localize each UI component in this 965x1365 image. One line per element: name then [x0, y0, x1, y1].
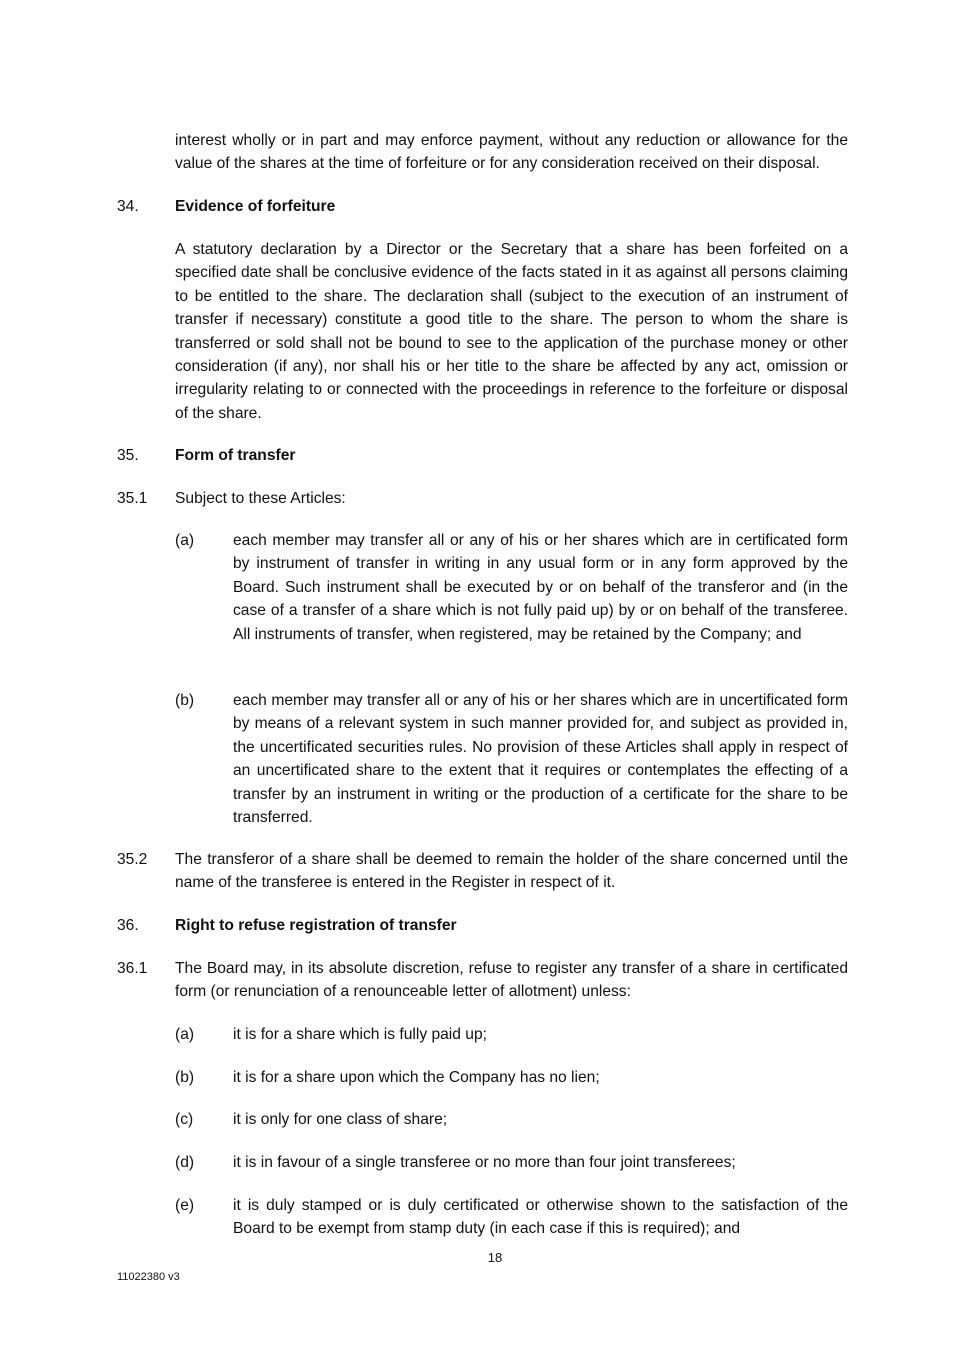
clause-text: Subject to these Articles: — [175, 490, 346, 507]
clause-text: The Board may, in its absolute discretion, refuse to register any transfer of a share in certificated form (or renunciation of a renounceable letter of allotment) unless: — [175, 960, 848, 1001]
item-text: each member may transfer all or any of his or her shares which are in uncertificated form by means of a relevant system in such manner provided for, and subject as provided in, the uncertificated securities rules. No provision of these Articles shall apply in respect of an uncertificated share to the extent that it requires or contemplates the effecting of a transfer by an instrument in writing or the production of a certificate for the share to be transferred. — [233, 692, 848, 827]
item-label: (a) — [175, 1026, 195, 1043]
item-label: (b) — [175, 1069, 195, 1086]
continuation-paragraph: interest wholly or in part and may enforce payment, without any reduction or allowance for the value of the shares at the time of forfeiture or for any consideration received on their disposal. — [175, 132, 848, 173]
section-number: 34. — [117, 198, 139, 215]
clause-number: 35.1 — [117, 490, 148, 507]
item-text: it is for a share upon which the Company has no lien; — [233, 1069, 600, 1086]
item-label: (b) — [175, 692, 195, 709]
item-text: it is only for one class of share; — [233, 1111, 448, 1128]
section-title: Evidence of forfeiture — [175, 198, 336, 215]
section-number: 35. — [117, 447, 139, 464]
section-number: 36. — [117, 917, 139, 934]
item-text: it is in favour of a single transferee or no more than four joint transferees; — [233, 1154, 736, 1171]
item-text: it is for a share which is fully paid up; — [233, 1026, 487, 1043]
section-title: Right to refuse registration of transfer — [175, 917, 457, 934]
section-title: Form of transfer — [175, 447, 296, 464]
clause-text: The transferor of a share shall be deemed to remain the holder of the share concerned until the name of the transferee is entered in the Register in respect of it. — [175, 851, 848, 892]
clause-number: 36.1 — [117, 960, 148, 977]
clause-number: 35.2 — [117, 851, 148, 868]
item-label: (c) — [175, 1111, 194, 1128]
document-reference: 11022380 v3 — [117, 1271, 180, 1283]
section-34-body: A statutory declaration by a Director or the Secretary that a share has been forfeited on a specified date shall be conclusive evidence of the facts stated in it as against all persons claiming to be entitled to the share. The declaration shall (subject to the execution of an instrument of transfer if necessary) constitute a good title to the share. The person to whom the share is transferred or sold shall not be bound to see to the application of the purchase money or other consideration (if any), nor shall his or her title to the share be affected by any act, omission or irregularity relating to or connected with the proceedings in reference to the forfeiture or disposal of the share. — [175, 241, 848, 422]
item-label: (d) — [175, 1154, 195, 1171]
item-label: (e) — [175, 1197, 195, 1214]
item-text: each member may transfer all or any of his or her shares which are in certificated form by instrument of transfer in writing in any usual form or in any form approved by the Board. Such instrument shall be executed by or on behalf of the transferor and (in the case of a transfer of a share which is not fully paid up) by or on behalf of the transferee. All instruments of transfer, when registered, may be retained by the Company; and — [233, 532, 848, 643]
page-number: 18 — [487, 1250, 503, 1265]
item-text: it is duly stamped or is duly certificated or otherwise shown to the satisfaction of the Board to be exempt from stamp duty (in each case if this is required); and — [233, 1197, 848, 1238]
item-label: (a) — [175, 532, 195, 549]
